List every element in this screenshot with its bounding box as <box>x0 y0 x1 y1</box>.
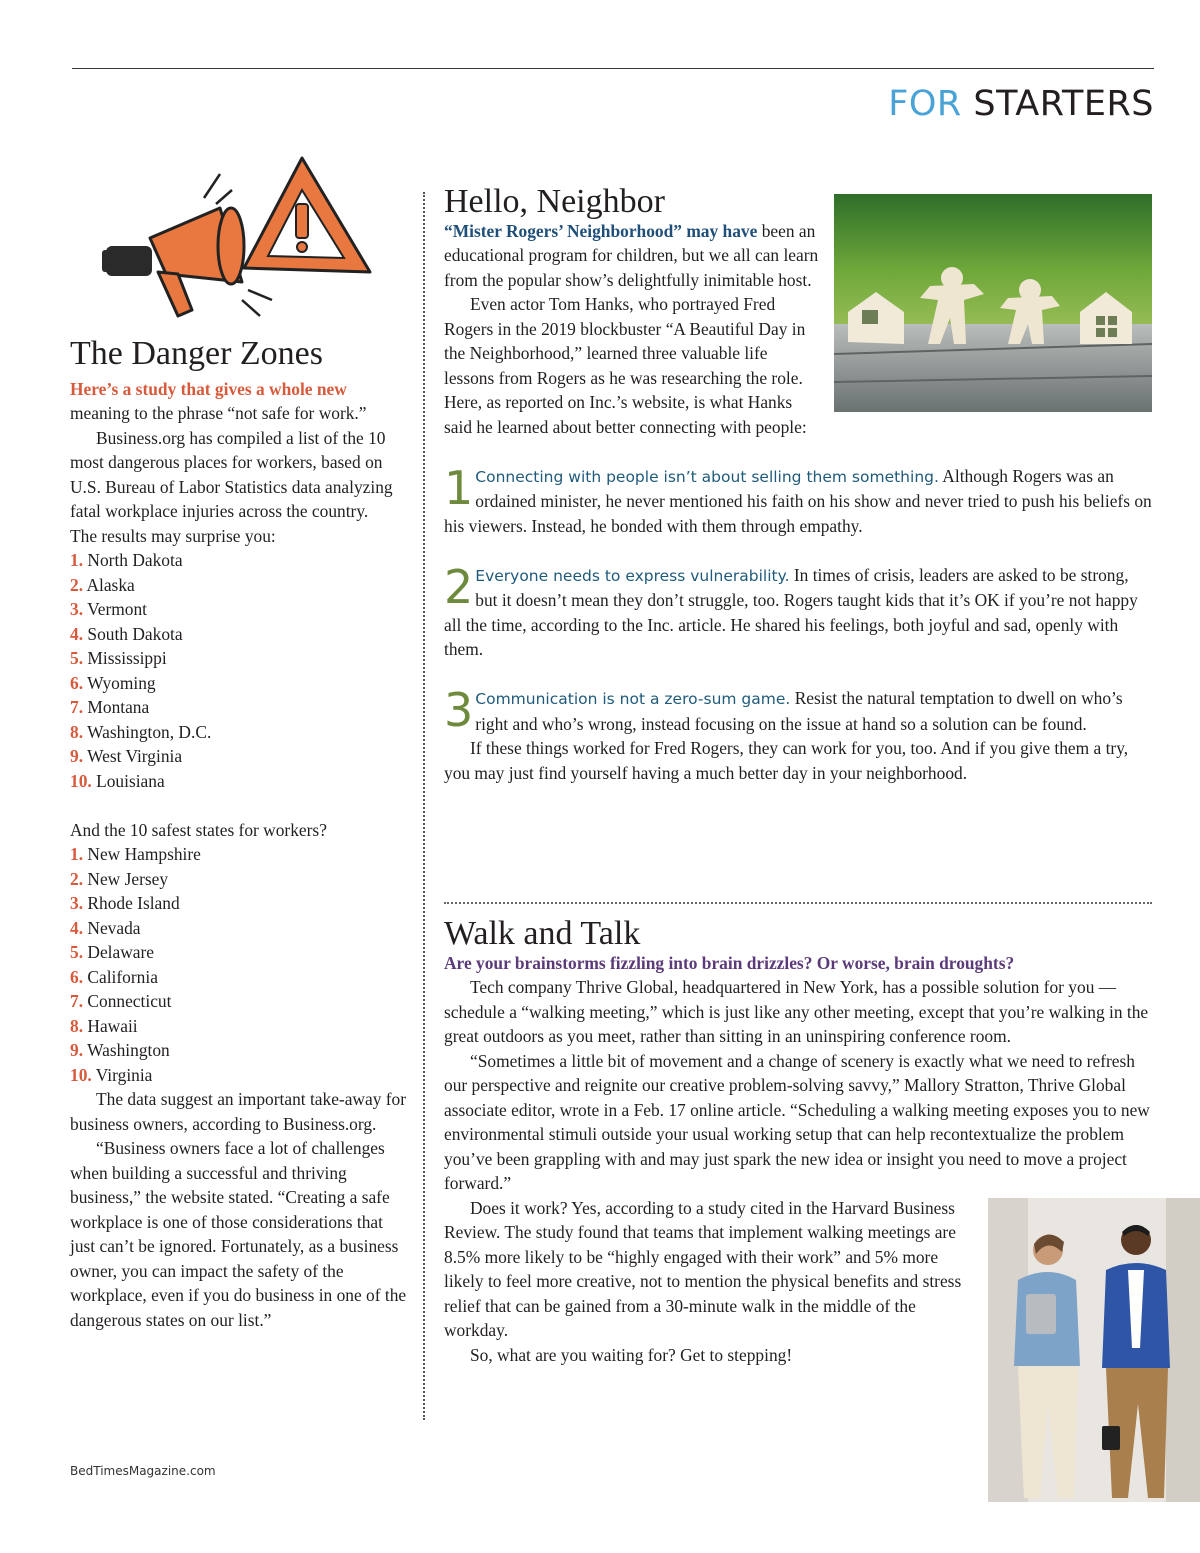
lesson-number: 1 <box>444 460 474 515</box>
rank-number: 6. <box>70 966 84 987</box>
list-item <box>70 1063 410 1088</box>
state-name: Hawaii <box>87 1015 138 1036</box>
walk-and-talk-paragraph: Does it work? Yes, according to a study cited in the Harvard Business Review. The study found that teams that implement walking meetings are 8.5% more likely to be “highly engaged with their work” and 5% more likely to feel more creative, not to mention the physical benefits and stress relief that can be gained from a 30-minute walk in the middle of the workday. <box>444 1197 962 1340</box>
walk-and-talk-title: Walk and Talk <box>444 915 641 952</box>
state-name: Alaska <box>86 574 135 595</box>
column-divider <box>423 192 425 1420</box>
rank-number: 7. <box>70 697 84 717</box>
rank-number: 2. <box>70 868 84 889</box>
list-item <box>70 597 410 622</box>
megaphone-warning-illustration <box>92 150 382 345</box>
state-name: Washington, D.C. <box>87 721 212 742</box>
state-name: New Hampshire <box>87 844 201 864</box>
footer-site: BedTimesMagazine.com <box>70 1464 216 1478</box>
hello-neighbor-paragraph: Even actor Tom Hanks, who portrayed Fred Rogers in the 2019 blockbuster “A Beautiful Day in the Neighborhood,” learned three valuable life lessons from Rogers as he was researching the role. Here, as reported on Inc.’s website, is what Hanks said he learned about better connecting with people: <box>444 294 807 437</box>
list-item <box>70 842 410 867</box>
lesson-item <box>444 683 1152 737</box>
state-name: Washington <box>87 1040 170 1060</box>
top-rule <box>72 68 1154 69</box>
rank-number: 9. <box>70 746 84 766</box>
list-item <box>70 744 410 769</box>
danger-zones-lead: Here’s a study that gives a whole new <box>70 378 347 399</box>
state-name: California <box>87 966 158 987</box>
list-item <box>70 940 410 965</box>
danger-zones-lead-rest: meaning to the phrase “not safe for work.” <box>70 403 367 423</box>
list-item <box>70 646 410 671</box>
list-item <box>70 573 410 598</box>
list-item <box>70 769 410 794</box>
rank-number: 2. <box>70 574 84 595</box>
rank-number: 8. <box>70 1015 84 1036</box>
rank-number: 3. <box>70 599 84 619</box>
safest-states-list <box>70 842 410 1087</box>
hello-neighbor-lead-rest: been an educational program for children, but we all can learn from the popular show’s delightfully inimitable host. <box>444 220 819 290</box>
rank-number: 10. <box>70 770 92 791</box>
safest-intro: And the 10 safest states for workers? <box>70 819 327 840</box>
rank-number: 4. <box>70 623 84 644</box>
list-item <box>70 891 410 916</box>
warning-triangle-icon <box>244 158 370 272</box>
danger-zones-title: The Danger Zones <box>70 335 324 372</box>
list-item <box>70 1038 410 1063</box>
walk-and-talk-paragraph: Tech company Thrive Global, headquartered in New York, has a possible solution for you — schedule a “walking meeting,” which is just like any other meeting, except that you’re walking in the great outdoors as you meet, rather than sitting in an uninspiring conference room. <box>444 977 1149 1046</box>
danger-zones-paragraph: Business.org has compiled a list of the 10 most dangerous places for workers, based on U.S. Bureau of Labor Statistics data analyzing fatal workplace injuries across the country. <box>70 427 393 521</box>
list-item <box>70 916 410 941</box>
hello-neighbor-title: Hello, Neighbor <box>444 183 665 220</box>
lesson-number: 2 <box>444 559 474 614</box>
rank-number: 5. <box>70 942 84 962</box>
state-name: Vermont <box>87 599 147 619</box>
rank-number: 6. <box>70 672 84 693</box>
rank-number: 5. <box>70 648 84 668</box>
state-name: Wyoming <box>87 672 156 693</box>
list-item <box>70 720 410 745</box>
state-name: South Dakota <box>87 623 183 644</box>
lesson-text: In times of crisis, leaders are asked to be strong, but it doesn’t mean they don’t struggle, too. Rogers taught kids that it’s OK if you’re not happy all the time, according to the Inc. article. He shared his feelings, both joyful and sad, openly with them. <box>444 564 1138 659</box>
rank-number: 4. <box>70 917 84 938</box>
walk-and-talk-paragraph: “Sometimes a little bit of movement and a change of scenery is exactly what we need to refresh our perspective and reignite our creative problem-solving savvy,” Mallory Stratton, Thrive Global associate editor, wrote in a Feb. 17 online article. “Scheduling a walking meeting exposes you to new environmental stimuli outside your usual working setup that can help recontextualize the problem you’ve been grappling with and may just spark the new idea or insight you need to move a project forward.” <box>444 1050 1150 1193</box>
state-name: Virginia <box>95 1064 153 1085</box>
state-name: New Jersey <box>87 868 169 889</box>
rank-number: 1. <box>70 844 84 864</box>
state-name: North Dakota <box>87 550 183 570</box>
list-item <box>70 695 410 720</box>
walk-and-talk-lead: Are your brainstorms fizzling into brain drizzles? Or worse, brain droughts? <box>444 952 1015 973</box>
walk-and-talk-article <box>444 915 1152 1502</box>
state-name: West Virginia <box>87 746 183 766</box>
lesson-heading: Communication is not a zero-sum game. <box>475 690 791 708</box>
list-item <box>70 1014 410 1039</box>
state-name: Delaware <box>87 942 155 962</box>
list-item <box>70 622 410 647</box>
rank-number: 1. <box>70 550 84 570</box>
state-name: Connecticut <box>87 991 172 1011</box>
state-name: Mississippi <box>87 648 167 668</box>
state-name: Nevada <box>87 917 141 938</box>
section-starters: STARTERS <box>973 84 1154 124</box>
state-name: Rhode Island <box>87 893 180 913</box>
megaphone-icon <box>102 174 272 316</box>
lesson-heading: Connecting with people isn’t about selling them something. <box>475 467 939 486</box>
danger-zones-article <box>70 335 410 1332</box>
rank-number: 9. <box>70 1040 84 1060</box>
rank-number: 7. <box>70 991 84 1011</box>
hello-neighbor-closing: If these things worked for Fred Rogers, they can work for you, too. And if you give them a try, you may just find yourself having a much better day in your neighborhood. <box>444 738 1129 783</box>
rank-number: 3. <box>70 893 84 913</box>
section-header <box>888 84 1154 124</box>
lesson-item <box>444 559 1152 662</box>
lesson-number: 3 <box>444 683 474 737</box>
lesson-heading: Everyone needs to express vulnerability. <box>475 566 790 585</box>
danger-zones-quote: “Business owners face a lot of challenges when building a successful and thriving business,” the website stated. “Creating a safe workplace is one of those considerations that just can’t be ignored. Fortunately, as a business owner, you can impact the safety of the workplace, even if you do business in one of the dangerous states on our list.” <box>70 1138 407 1330</box>
dangerous-states-list <box>70 548 410 793</box>
rank-number: 10. <box>70 1064 92 1085</box>
list-item <box>70 989 410 1014</box>
list-item <box>70 965 410 990</box>
list-item <box>70 867 410 892</box>
lesson-item <box>444 460 1152 539</box>
rank-number: 8. <box>70 721 84 742</box>
paper-houses-photo <box>834 194 1152 412</box>
lesson-text: Although Rogers was an ordained minister, he never mentioned his faith on his show and never tried to push his beliefs on his viewers. Instead, he bonded with them through empathy. <box>444 465 1152 536</box>
list-item <box>70 671 410 696</box>
lesson-text: Resist the natural temptation to dwell on who’s right and who’s wrong, instead focusing on the issue at hand so a solution can be found. <box>475 688 1123 734</box>
section-for: FOR <box>888 84 962 124</box>
danger-zones-paragraph: The results may surprise you: <box>70 525 276 546</box>
hello-neighbor-lead: “Mister Rogers’ Neighborhood” may have <box>444 220 758 241</box>
state-name: Montana <box>87 697 150 717</box>
article-divider <box>444 902 1152 904</box>
walk-and-talk-paragraph: So, what are you waiting for? Get to stepping! <box>470 1344 793 1365</box>
list-item <box>70 548 410 573</box>
hello-neighbor-article <box>444 183 1152 785</box>
state-name: Louisiana <box>96 770 165 791</box>
walking-meeting-photo <box>988 1198 1200 1502</box>
danger-zones-paragraph: The data suggest an important take-away for business owners, according to Business.org. <box>70 1089 407 1134</box>
